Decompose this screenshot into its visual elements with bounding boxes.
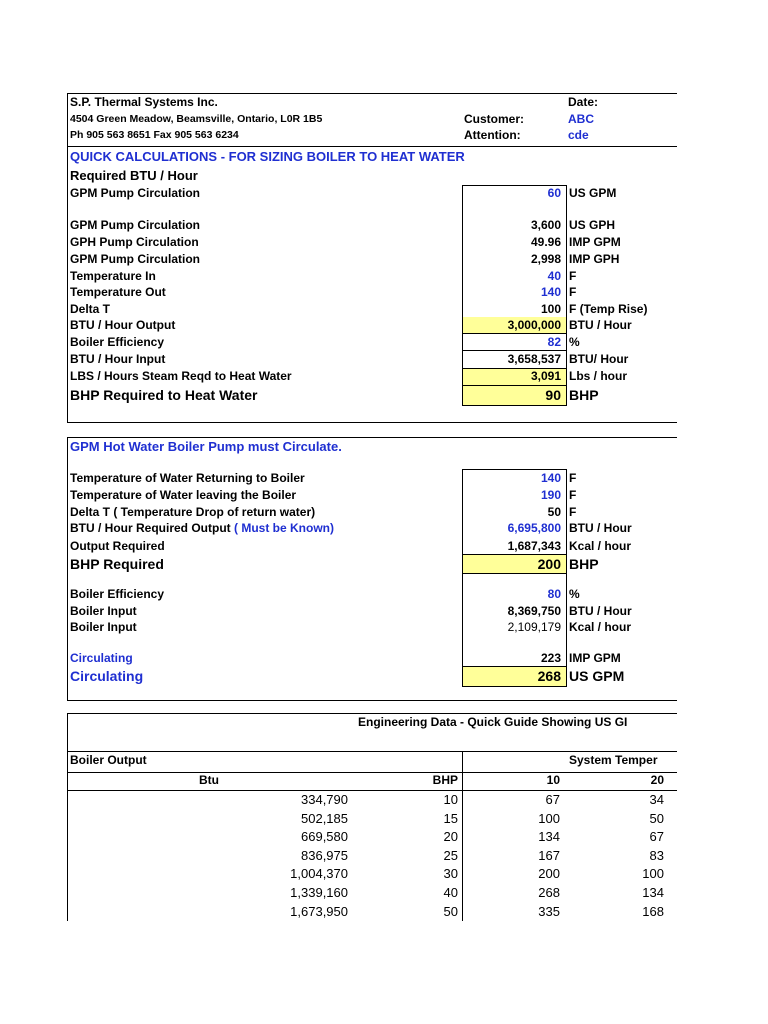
table-cell: 134 — [538, 829, 560, 845]
s1-row-unit: % — [569, 335, 580, 349]
s1-row-label: GPM Pump Circulation — [70, 252, 201, 266]
divider — [67, 751, 677, 752]
s1-row-unit: IMP GPM — [569, 235, 621, 249]
table-cell: 15 — [443, 810, 458, 826]
table-cell: 335 — [538, 903, 560, 919]
s2-row-label: BTU / Hour Required Output ( Must be Known) — [70, 521, 334, 535]
table-cell: 502,185 — [301, 810, 348, 826]
s1-row-unit: IMP GPH — [569, 252, 620, 266]
s2-row-label: Circulating — [70, 651, 133, 665]
table-cell: 100 — [642, 866, 664, 882]
s1-row-label: GPM Pump Circulation — [70, 218, 201, 232]
s1-row-value[interactable]: 60 — [547, 186, 561, 200]
s1-row-unit: BHP — [569, 387, 599, 403]
s2-row-unit: IMP GPM — [569, 651, 621, 665]
table-top-border — [67, 713, 677, 714]
s1-row-label: LBS / Hours Steam Reqd to Heat Water — [70, 369, 292, 383]
table-cell: 168 — [642, 903, 664, 919]
s2-row-label: Temperature of Water Returning to Boiler — [70, 471, 305, 485]
s1-row-unit: BTU/ Hour — [569, 352, 629, 366]
table-left-border — [67, 713, 68, 921]
system-temp-header: System Temper — [569, 753, 658, 767]
table-cell: 134 — [642, 885, 664, 900]
s2-row-value: 8,369,750 — [507, 604, 561, 618]
table-cell: 1,004,370 — [290, 866, 348, 882]
must-be-known-note: ( Must be Known) — [234, 521, 334, 535]
s2-row-unit: US GPM — [569, 668, 625, 684]
s1-row-unit: US GPM — [569, 186, 617, 200]
boiler-output-header: Boiler Output — [70, 753, 147, 767]
s1-row-unit: BTU / Hour — [569, 318, 632, 332]
s2-row-value[interactable]: 140 — [540, 471, 561, 485]
customer-label: Customer: — [464, 112, 525, 126]
table-cell: 334,790 — [301, 792, 348, 807]
s2-row-label: Circulating — [70, 668, 144, 684]
col-header-10: 10 — [546, 773, 560, 787]
s1-row-value[interactable]: 140 — [540, 285, 561, 299]
s1-row-label: BTU / Hour Output — [70, 318, 176, 332]
s1-row-value: 49.96 — [530, 235, 561, 249]
s1-row-unit: F — [569, 285, 577, 299]
s2-row-unit: F — [569, 471, 577, 485]
s1-row-label: GPM Pump Circulation — [70, 186, 201, 200]
s1-row-unit: F (Temp Rise) — [569, 302, 648, 316]
s1-row-value: 100 — [540, 302, 561, 316]
company-phone: Ph 905 563 8651 Fax 905 563 6234 — [70, 129, 239, 141]
table-cell: 67 — [545, 792, 560, 807]
table-cell: 669,580 — [301, 829, 348, 845]
table-cell: 50 — [649, 810, 664, 826]
s2-row-label: Boiler Input — [70, 604, 137, 618]
header-divider — [67, 146, 677, 147]
s1-row-label: Temperature Out — [70, 285, 166, 299]
table-cell: 40 — [443, 885, 458, 900]
table-cell: 268 — [538, 885, 560, 900]
s2-row-label: Output Required — [70, 539, 165, 553]
s1-row-unit: US GPH — [569, 218, 616, 232]
company-address: 4504 Green Meadow, Beamsville, Ontario, L0R 1B5 — [70, 113, 323, 125]
section1-title: QUICK CALCULATIONS - FOR SIZING BOILER TO HEAT WATER — [70, 149, 465, 164]
col-header-bhp: BHP — [432, 773, 458, 787]
attention-label: Attention: — [464, 128, 521, 142]
s1-row-label: Delta T — [70, 302, 111, 316]
s2-row-unit: F — [569, 488, 577, 502]
s1-row-value[interactable]: 40 — [547, 269, 561, 283]
table-title: Engineering Data - Quick Guide Showing US GI — [358, 715, 628, 729]
s2-row-unit: BTU / Hour — [569, 521, 632, 535]
s1-row-value: 3,091 — [530, 369, 561, 383]
section1-subtitle: Required BTU / Hour — [70, 168, 198, 183]
table-cell: 34 — [649, 792, 664, 807]
s1-row-label: Temperature In — [70, 269, 156, 283]
s2-row-value: 200 — [537, 556, 561, 572]
table-cell: 67 — [649, 829, 664, 845]
table-cell: 20 — [443, 829, 458, 845]
table-cell: 100 — [538, 810, 560, 826]
table-cell: 83 — [649, 847, 664, 863]
table-cell: 167 — [538, 847, 560, 863]
s1-row-label: BHP Required to Heat Water — [70, 387, 258, 403]
s2-row-label: Boiler Input — [70, 620, 137, 634]
s1-row-value: 3,000,000 — [507, 318, 561, 332]
table-cell: 836,975 — [301, 847, 348, 863]
s2-row-label: BHP Required — [70, 556, 164, 572]
s2-row-label: Delta T ( Temperature Drop of return water) — [70, 505, 316, 519]
divider — [67, 790, 677, 791]
divider — [463, 350, 566, 351]
s2-row-label: Temperature of Water leaving the Boiler — [70, 488, 297, 502]
s2-row-value[interactable]: 190 — [540, 488, 561, 502]
s2-row-unit: BHP — [569, 556, 599, 572]
s1-row-value: 90 — [545, 387, 561, 403]
s1-row-label: BTU / Hour Input — [70, 352, 166, 366]
s2-row-value[interactable]: 80 — [547, 587, 561, 601]
s1-row-unit: F — [569, 269, 577, 283]
section2-title: GPM Hot Water Boiler Pump must Circulate. — [70, 439, 342, 454]
company-name: S.P. Thermal Systems Inc. — [70, 95, 218, 109]
column-divider — [462, 751, 463, 921]
s2-row-value: 268 — [537, 668, 561, 684]
s1-row-unit: Lbs / hour — [569, 369, 627, 383]
customer-value: ABC — [568, 112, 594, 126]
divider — [463, 385, 566, 386]
s2-row-unit: F — [569, 505, 577, 519]
table-cell: 30 — [443, 866, 458, 882]
divider — [67, 772, 677, 773]
s1-row-value: 2,998 — [530, 252, 561, 266]
s2-row-unit: % — [569, 587, 580, 601]
col-header-btu: Btu — [199, 773, 219, 787]
s2-row-value: 1,687,343 — [507, 539, 561, 553]
attention-value: cde — [568, 128, 589, 142]
s2-row-label: Boiler Efficiency — [70, 587, 165, 601]
s1-row-label: GPH Pump Circulation — [70, 235, 199, 249]
table-cell: 200 — [538, 866, 560, 882]
s1-row-value[interactable]: 82 — [547, 335, 561, 349]
s2-row-value: 2,109,179 — [507, 620, 561, 634]
s2-row-value: 223 — [540, 651, 561, 665]
col-header-20: 20 — [650, 773, 664, 787]
table-cell: 1,339,160 — [290, 885, 348, 900]
s2-row-unit: BTU / Hour — [569, 604, 632, 618]
s1-row-value: 3,658,537 — [507, 352, 561, 366]
date-label: Date: — [568, 95, 599, 109]
table-cell: 1,673,950 — [290, 903, 348, 919]
table-cell: 10 — [443, 792, 458, 807]
s1-row-label: Boiler Efficiency — [70, 335, 165, 349]
table-cell: 25 — [443, 847, 458, 863]
s2-row-value[interactable]: 6,695,800 — [507, 521, 561, 535]
s2-row-unit: Kcal / hour — [569, 620, 632, 634]
s2-row-unit: Kcal / hour — [569, 539, 632, 553]
s2-row-value: 50 — [547, 505, 561, 519]
table-cell: 50 — [443, 903, 458, 919]
s1-row-value: 3,600 — [530, 218, 561, 232]
